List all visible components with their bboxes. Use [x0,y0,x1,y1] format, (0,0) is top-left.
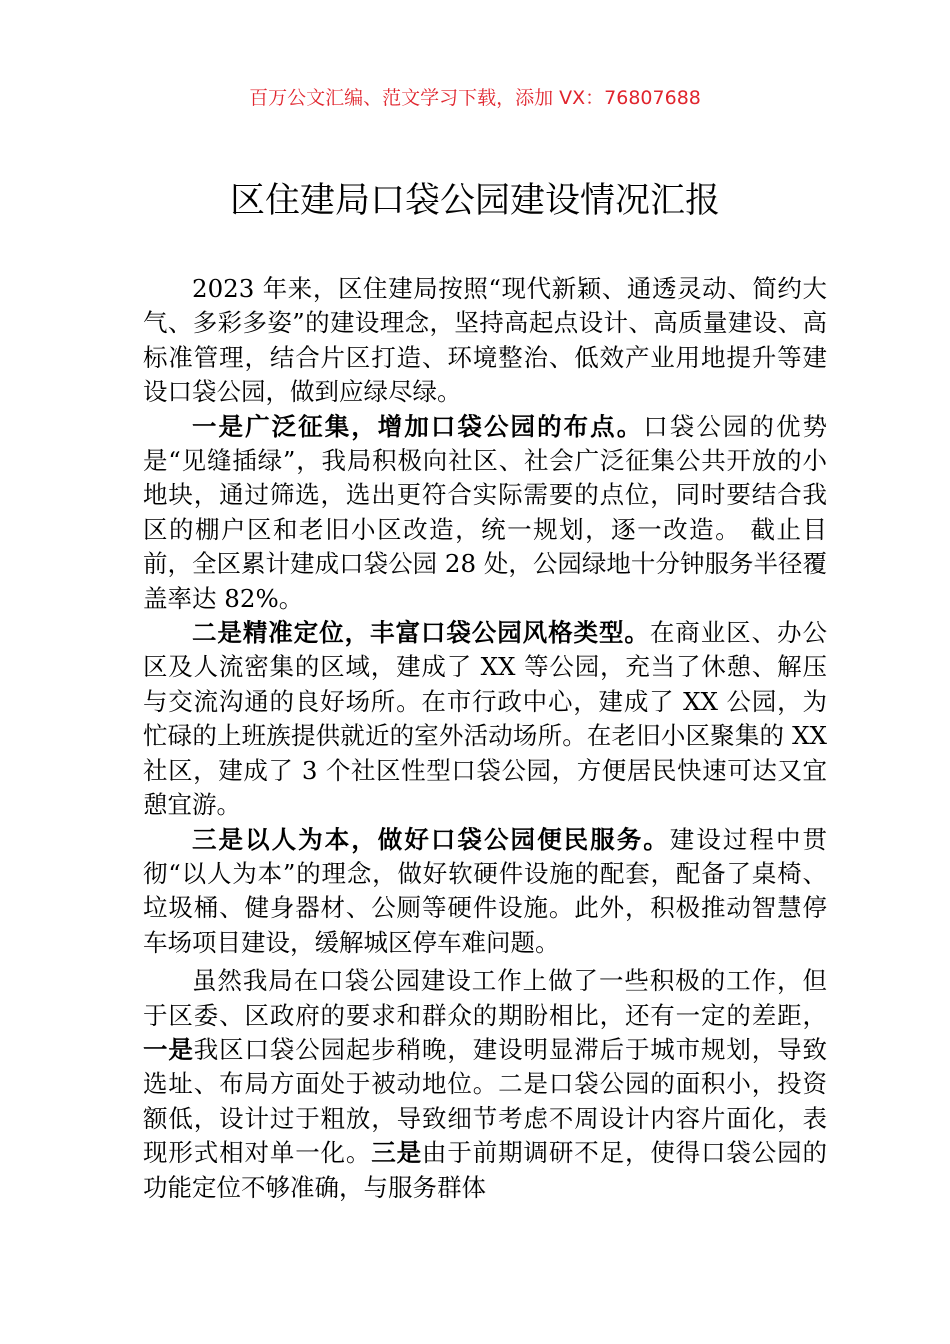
paragraph-lead: 二是精准定位，丰富口袋公园风格类型。 [192,618,650,648]
paragraph-text: 在商业区、办公区及人流密集的区域，建成了 XX 等公园，充当了休憩、解压与交流沟通的良好场所。在市行政中心，建成了 XX 公园，为忙碌的上班族提供就近的室外活动场所。在老旧小区聚集的 XX 社区，建成了 3 个社区性型口袋公园，方便居民快速可达又宜憩宜游。 [143,618,827,820]
paragraph-text: 建设过程中贯彻“以人为本”的理念，做好软硬件设施的配套，配备了桌椅、垃圾桶、健身器材、公厕等硬件设施。此外，积极推动智慧停车场项目建设，缓解城区停车难问题。 [143,824,827,957]
paragraph-emphasis: 三是 [371,1138,423,1168]
paragraph-point-1 [143,410,827,616]
paragraph-emphasis: 一是 [143,1034,194,1064]
paragraph-lead: 一是广泛征集，增加口袋公园的布点。 [192,411,644,441]
paragraph-text: 由于前期调研不足，使得口袋公园的功能定位不够准确，与服务群体 [143,1138,828,1202]
paragraph-point-3 [143,823,827,961]
header-note-text: 百万公文汇编、范文学习下载，添加 VX：76807688 [249,87,701,109]
paragraph-lead: 三是以人为本，做好口袋公园便民服务。 [192,824,670,854]
paragraph-text: 虽然我局在口袋公园建设工作上做了一些积极的工作，但于区委、区政府的要求和群众的期盼相比，还有一定的差距， [143,966,827,1030]
document-body [143,272,827,1205]
paragraph-shortcomings [143,960,827,1205]
paragraph-text: 2023 年来，区住建局按照“现代新颖、通透灵动、简约大气、多彩多姿”的建设理念，坚持高起点设计、高质量建设、高标准管理，结合片区打造、环境整治、低效产业用地提升等建设口袋公园，做到应绿尽绿。 [143,274,827,407]
paragraph-intro [143,272,827,410]
document-title: 区住建局口袋公园建设情况汇报 [229,181,720,221]
paragraph-text: 口袋公园的优势是“见缝插绿”，我局积极向社区、社会广泛征集公共开放的小地块，通过筛选，选出更符合实际需要的点位，同时要结合我区的棚户区和老旧小区改造，统一规划，逐一改造。 截止目前，全区累计建成口袋公园 28 处，公园绿地十分钟服务半径覆盖率达 82%。 [143,411,828,613]
paragraph-text: 我区口袋公园起步稍晚，建设明显滞后于城市规划，导致选址、布局方面处于被动地位。二是口袋公园的面积小，投资额低，设计过于粗放，导致细节考虑不周设计内容片面化，表现形式相对单一化。 [143,1034,828,1168]
paragraph-point-2 [143,616,827,822]
header-watermark-note [0,86,950,110]
